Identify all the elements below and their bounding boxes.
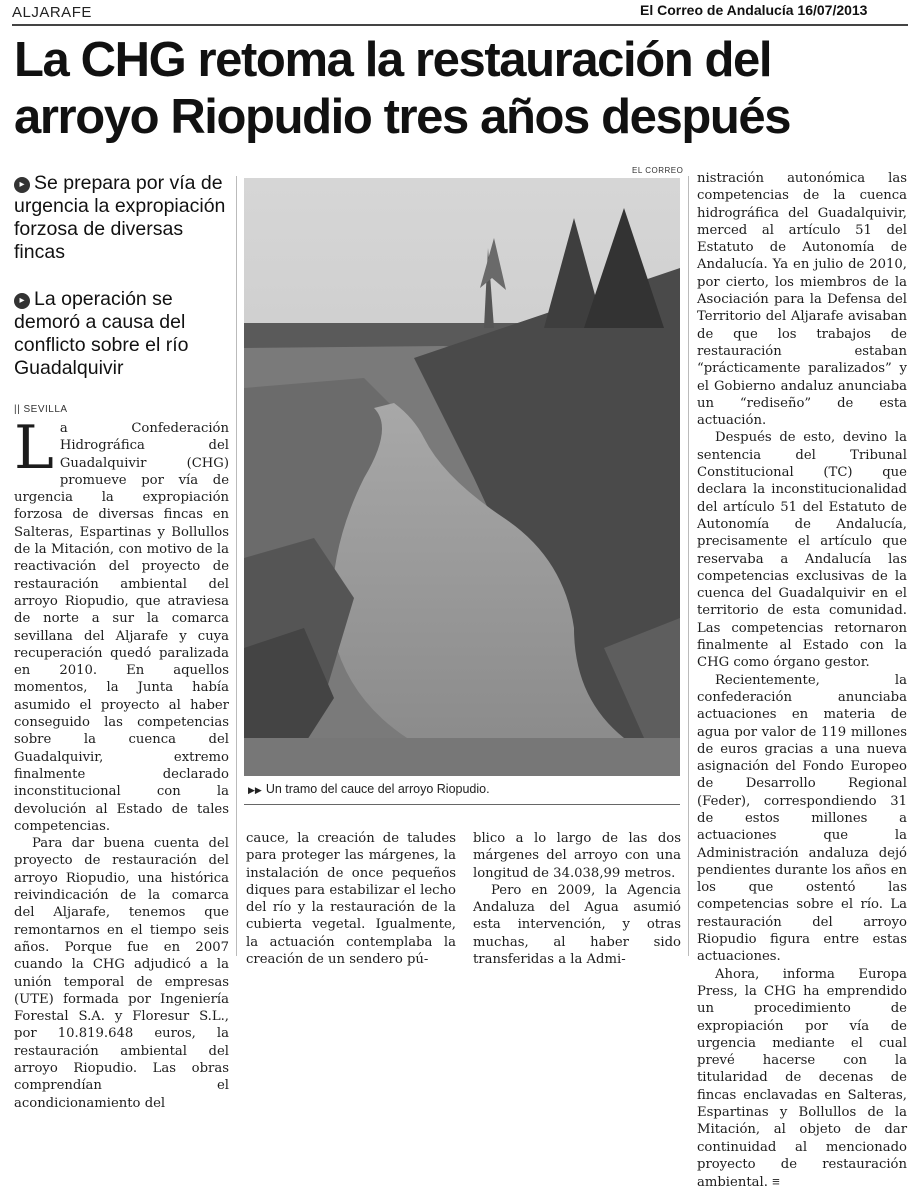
body-paragraph: Para dar buena cuenta del proyecto de restauración del arroyo Riopudio, una histórica reivindicación de la comarca del Aljarafe, tenemos que remontarnos en el tiempo seis años. Porque fue en 2007 cuando la CHG adjudicó a la unión temporal de empresas (UTE) formada por Ingeniería Forestal S.A. y Floresur S.L., por 10.819.648 euros, la restauración ambiental del arroyo Riopudio. Las obras comprendían el acondicionamiento del — [14, 836, 229, 1111]
body-column-2 — [246, 830, 456, 968]
body-paragraph: Recientemente, la confederación anunciaba actuaciones en materia de agua por valor de 119 millones de euros gracias a una nueva asignación del Fondo Europeo de Desarrollo Regional (Feder), correspondiendo 31 de estos millones a actuaciones que la Administración andaluza dejó pendientes durante los años en los que ostentó las competencias sobre el río. La restauración del arroyo Riopudio figura entre estas actuaciones. — [697, 672, 907, 965]
stream-photo — [244, 178, 680, 776]
body-column-3 — [473, 830, 681, 968]
bullet-arrow-icon: ▸ — [14, 293, 30, 309]
end-mark-icon: ≡ — [772, 1174, 780, 1190]
body-paragraph: cauce, la creación de taludes para proteger las márgenes, la instalación de once pequeños diques para estabilizar el lecho del río y la restauración de la cubierta vegetal. Igualmente, la actuación contemplaba la creación de un sendero pú- — [246, 831, 456, 968]
photo-caption — [248, 782, 490, 796]
caption-rule — [244, 804, 680, 805]
dateline-city: SEVILLA — [23, 404, 68, 415]
body-paragraph-text: a Confederación Hidrográfica del Guadalquivir (CHG) promueve por vía de urgencia la expropiación forzosa de diversas fincas en Salteras, Espartinas y Bollullos de la Mitación, con motivo de la reactivación del proyecto de restauración ambiental del arroyo Riopudio, que atraviesa de norte a sur la comarca sevillana del Aljarafe y cuya recuperación quedó paralizada en 2010. En aquellos momentos, la Junta había asumido el proyecto al haber conseguido las competencias sobre la cuenca del Guadalquivir, extremo finalmente declarado inconstitucional con la devolución al Estado de tales competencias. — [14, 421, 229, 834]
headline: La CHG retoma la restauración del arroyo Riopudio tres años después — [14, 33, 791, 144]
source-line: El Correo de Andalucía 16/07/2013 — [640, 2, 868, 18]
subhead-1 — [14, 172, 234, 264]
body-paragraph — [14, 413, 229, 835]
body-column-1 — [14, 413, 229, 1111]
body-paragraph: Pero en 2009, la Agencia Andaluza del Agua asumió esta intervención, y otras muchas, al haber sido transferidas a la Admi- — [473, 882, 681, 968]
bullet-arrow-icon: ▸ — [14, 177, 30, 193]
column-divider — [236, 176, 237, 956]
subhead-2 — [14, 288, 234, 380]
column-divider — [688, 176, 689, 956]
subhead-1-text: Se prepara por vía de urgencia la expropiación forzosa de diversas fincas — [14, 172, 226, 263]
photo-credit: EL CORREO — [632, 166, 684, 175]
body-column-4 — [697, 170, 907, 1191]
body-paragraph — [697, 966, 907, 1192]
body-paragraph: blico a lo largo de las dos márgenes del arroyo con una longitud de 34.038,99 metros. — [473, 831, 681, 881]
drop-cap: L — [14, 413, 54, 483]
section-tag: ALJARAFE — [12, 4, 92, 21]
dateline: || SEVILLA — [14, 404, 68, 415]
photo-caption-text: Un tramo del cauce del arroyo Riopudio. — [265, 782, 490, 796]
body-paragraph: nistración autonómica las competencias de la cuenca hidrográfica del Guadalquivir, merced al artículo 51 del Estatuto de Autonomía de Andalucía. Ya en julio de 2010, por cierto, los miembros de la Asociación para la Defensa del Territorio del Aljarafe avisaban de que los trabajos de restauración estaban “prácticamente paralizados” y el Gobierno andaluz anunciaba un “rediseño” de esta actuación. — [697, 171, 907, 429]
body-paragraph-text: Ahora, informa Europa Press, la CHG ha emprendido un procedimiento de expropiación por vía de urgencia mediante el cual prevé hacerse con la titularidad de decenas de fincas enclavadas en Salteras, Espartinas y Bollullos de la Mitación, al objeto de dar continuidad al mencionado proyecto de restauración ambiental. — [697, 966, 907, 1191]
subhead-2-text: La operación se demoró a causa del conflicto sobre el río Guadalquivir — [14, 288, 189, 379]
stream-photo-illustration — [244, 178, 680, 776]
caption-arrow-icon: ▶▶ — [248, 785, 262, 795]
body-paragraph: Después de esto, devino la sentencia del Tribunal Constitucional (TC) que declara la inconstitucionalidad del artículo 51 del Estatuto de Autonomía de Andalucía, precisamente el artículo que reservaba a Andalucía las competencias exclusivas de la cuenca del Guadalquivir en el territorio de esta comunidad. Las competencias retornaron finalmente al Estado con la CHG como órgano gestor. — [697, 430, 907, 671]
header-rule — [12, 24, 908, 26]
